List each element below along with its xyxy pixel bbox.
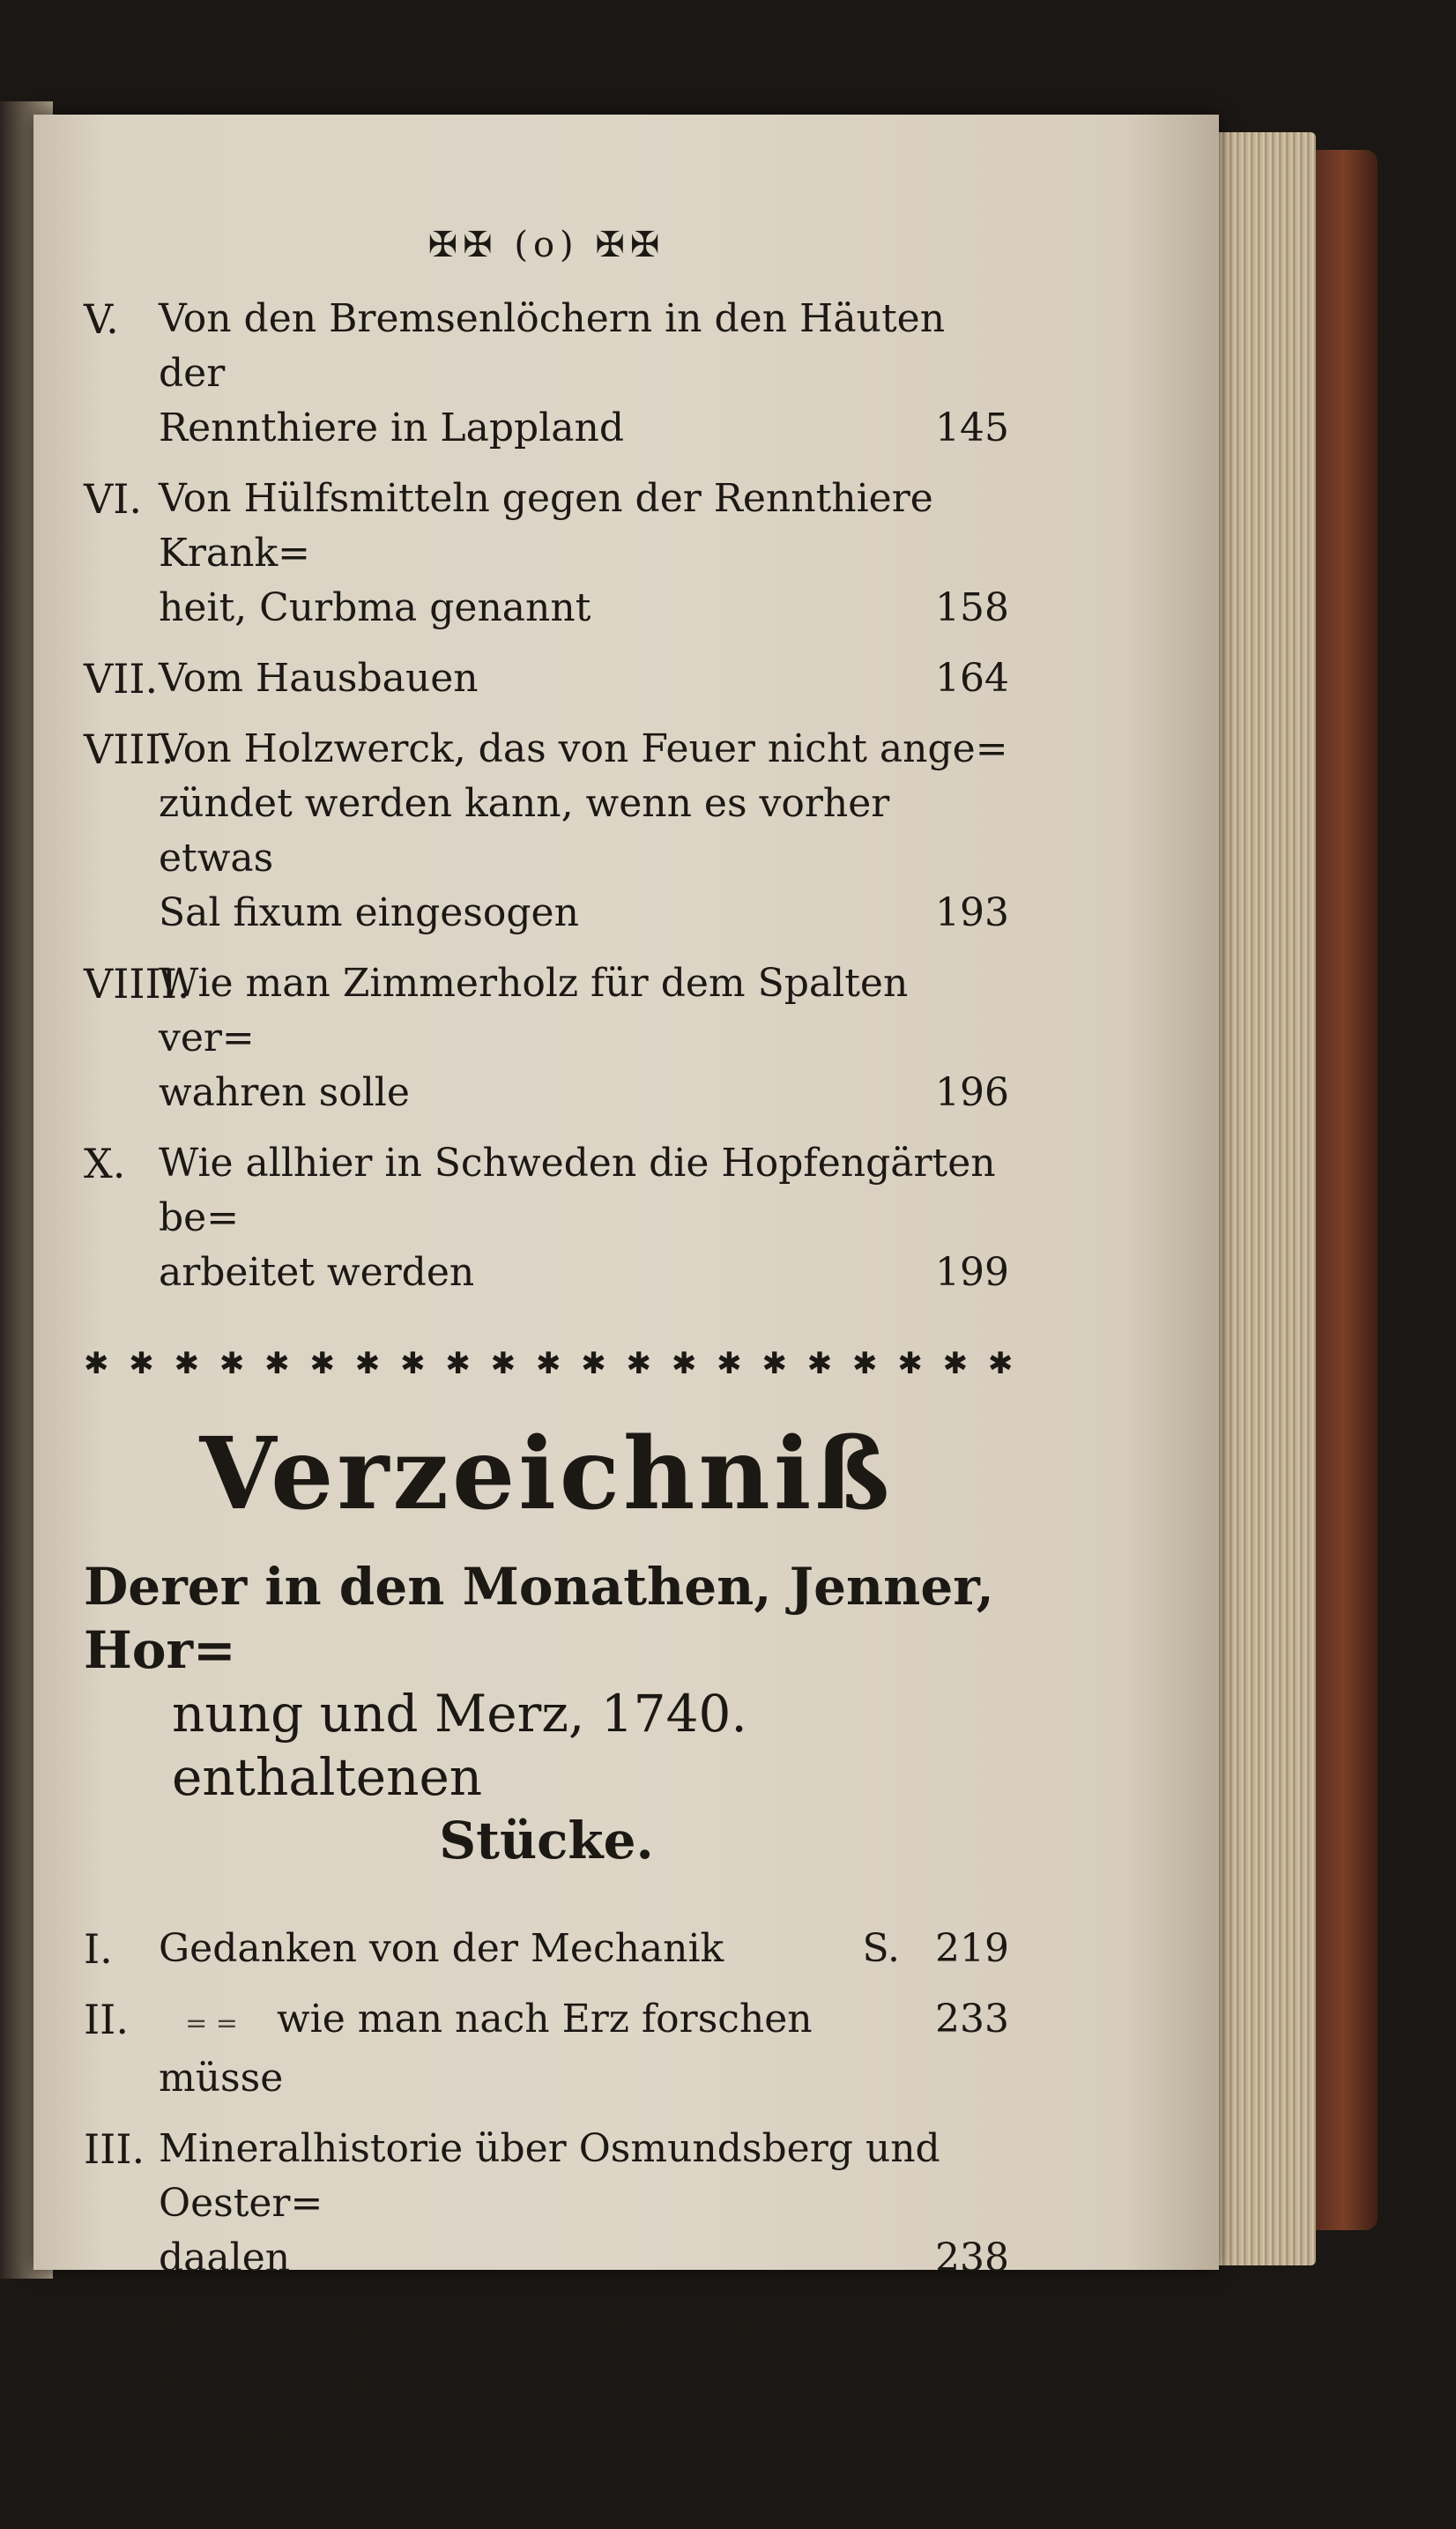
toc-entry bbox=[84, 2122, 1009, 2286]
entry-number: VII. bbox=[84, 655, 159, 703]
entry-text: Erinnerung wegen Verbesserung der Kalkbren= bbox=[159, 2306, 887, 2406]
ornamental-divider: ✱ ✱ ✱ ✱ ✱ ✱ ✱ ✱ ✱ ✱ ✱ ✱ ✱ ✱ ✱ ✱ ✱ ✱ ✱ ✱ ✱ bbox=[84, 1346, 1019, 1381]
subtitle-line: Stücke. bbox=[439, 1811, 654, 1871]
toc-entry bbox=[84, 1136, 1009, 1300]
entry-number: VIIII. bbox=[84, 960, 190, 1008]
header-ornament: ✠✠ (o) ✠✠ bbox=[427, 225, 665, 265]
page-content bbox=[84, 225, 1019, 2529]
contents-list bbox=[84, 292, 1009, 1300]
toc-entry bbox=[84, 1992, 1009, 2106]
entry-text: Wie man Zimmerholz für dem Spalten ver= bbox=[159, 961, 909, 1060]
toc-entry bbox=[84, 472, 1009, 636]
entry-number: III. bbox=[84, 2125, 145, 2173]
page-prefix: S. bbox=[862, 1926, 901, 1971]
toc-entry bbox=[84, 956, 1009, 1120]
entry-number: VI. bbox=[84, 475, 143, 523]
entry-number: II. bbox=[84, 1996, 129, 2043]
toc-entry bbox=[84, 292, 1009, 456]
entry-text: zündet werden kann, wenn es vorher etwas bbox=[159, 781, 890, 881]
entry-number: IV. bbox=[84, 2305, 135, 2353]
entry-page: 238 bbox=[935, 2235, 1009, 2280]
subtitle-line: Derer in den Monathen, Jenner, Hor= bbox=[84, 1557, 994, 1680]
entry-text: Von Holzwerck, das von Feuer nicht ange= bbox=[159, 726, 1008, 771]
toc-entry bbox=[84, 2302, 1009, 2466]
entry-text: daalen bbox=[159, 2235, 291, 2280]
entry-text: nereyen bbox=[159, 2415, 318, 2460]
entry-number: VIII. bbox=[84, 725, 175, 773]
entry-page: 196 bbox=[935, 1070, 1009, 1115]
entry-number: I. bbox=[84, 1925, 113, 1973]
entry-text: Wie allhier in Schweden die Hopfengärten be= bbox=[159, 1141, 996, 1240]
toc-entry bbox=[84, 722, 1009, 941]
entry-page: 193 bbox=[935, 890, 1009, 935]
entry-page: 145 bbox=[935, 405, 1009, 450]
section-title: Verzeichniß bbox=[199, 1417, 894, 1532]
entry-text: arbeitet werden bbox=[159, 1250, 475, 1295]
entry-page: 158 bbox=[935, 585, 1009, 630]
entry-text: Von Hülfsmitteln gegen der Rennthiere Krank= bbox=[159, 476, 933, 576]
entry-page: 219 bbox=[935, 1926, 1009, 1971]
entry-page: 199 bbox=[935, 1250, 1009, 1295]
entry-text: Sal fixum eingesogen bbox=[159, 890, 579, 935]
entry-number: V. bbox=[84, 295, 119, 343]
entry-text: Gedanken von der Mechanik bbox=[159, 1926, 724, 1971]
entry-page: 233 bbox=[935, 1997, 1009, 2042]
catchword: V. An= bbox=[854, 2481, 992, 2529]
entry-number: X. bbox=[84, 1140, 126, 1187]
subtitle-line: nung und Merz, 1740. enthaltenen bbox=[172, 1684, 747, 1807]
entry-text: Vom Hausbauen bbox=[159, 656, 479, 701]
entry-page: 164 bbox=[935, 656, 1009, 701]
toc-entry bbox=[84, 651, 1009, 706]
contents-list-2 bbox=[84, 1922, 1009, 2466]
entry-text: Mineralhistorie über Osmundsberg und Oester= bbox=[159, 2126, 940, 2226]
toc-entry bbox=[84, 1922, 1009, 1976]
ditto-mark: = = bbox=[185, 2008, 238, 2039]
entry-text: Rennthiere in Lappland bbox=[159, 405, 625, 450]
entry-text: heit, Curbma genannt bbox=[159, 585, 591, 630]
page-stack-edge bbox=[1219, 132, 1316, 2265]
entry-page: 247 bbox=[935, 2415, 1009, 2460]
entry-text: wahren solle bbox=[159, 1070, 410, 1115]
entry-text: wie man nach Erz forschen müsse bbox=[159, 1997, 813, 2101]
section-subtitle bbox=[84, 1555, 1009, 1872]
book-binding bbox=[1316, 150, 1378, 2230]
entry-text: Von den Bremsenlöchern in den Häuten der bbox=[159, 296, 946, 396]
